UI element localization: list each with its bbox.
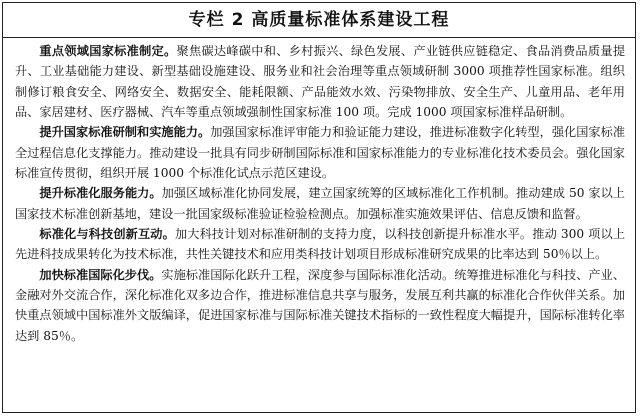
paragraph-heading: 提升标准化服务能力。 xyxy=(39,186,162,201)
paragraph-text: 加大科技计划对标准研制的支持力度，以科技创新提升标准水平。推动 300 项以上先进科技成果转化为技术标准，共性关键技术和应用类科技计划项目形成标准研究成果的比率达到 50％以上。 xyxy=(15,227,626,262)
title-divider xyxy=(3,37,635,38)
paragraph-text: 加强区域标准化协同发展，建立国家统筹的区域标准化工作机制。推动建成 50 家以上国家技术标准创新基地，建设一批国家级标准验证检验检测点。加强标准实施效果评估、信息反馈和监督。 xyxy=(15,186,625,221)
paragraph-heading: 重点领域国家标准制定。 xyxy=(39,44,177,58)
paragraph-internationalization xyxy=(15,265,625,346)
paragraph-heading: 加快标准国际化步伐。 xyxy=(39,267,162,282)
paragraph-text: 加强国家标准评审能力和验证能力建设，推进标准数字化转型，强化国家标准全过程信息化支撑能力。推动建设一批具有同步研制国际标准和国家标准能力的专业标准化技术委员会。强化国家标准宣传贯彻，组织开展 1000 个标准化试点示范区建设。 xyxy=(15,125,626,181)
column-body xyxy=(15,41,625,346)
paragraph-tech-innovation xyxy=(15,224,625,265)
paragraph-text: 实施标准国际化跃升工程，深度参与国际标准化活动。统筹推进标准化与科技、产业、金融对外交流合作，深化标准化双多边合作，推进标准信息共享与服务，发展互利共赢的标准化合作伙伴关系。加快重点领域中国标准外文版编译，促进国家标准与国际标准关键技术指标的一致性程度大幅提升，国际标准转化率达到 85％。 xyxy=(15,267,626,343)
paragraph-heading: 提升国家标准研制和实施能力。 xyxy=(39,125,211,140)
paragraph-text: 聚焦碳达峰碳中和、乡村振兴、绿色发展、产业链供应链稳定、食品消费品质量提升、工业基础能力建设、新型基础设施建设、服务业和社会治理等重点领域研制 3000 项推荐性国家标准。组织制修订粮食安全、网络安全、数据安全、能耗限额、产品能效水效、污染物排放、安全生产、儿童用品、老年用品、家居建材、医疗器械、汽车等重点领域强制性国家标准 100 项。完成 1000 项国家标准样品研制。 xyxy=(15,44,626,120)
column-title: 专栏 2 高质量标准体系建设工程 xyxy=(188,10,450,30)
paragraph-key-standards xyxy=(15,41,625,122)
column-box xyxy=(2,2,636,413)
paragraph-service-capability xyxy=(15,183,625,224)
paragraph-standard-capability xyxy=(15,122,625,183)
paragraph-heading: 标准化与科技创新互动。 xyxy=(39,227,175,242)
